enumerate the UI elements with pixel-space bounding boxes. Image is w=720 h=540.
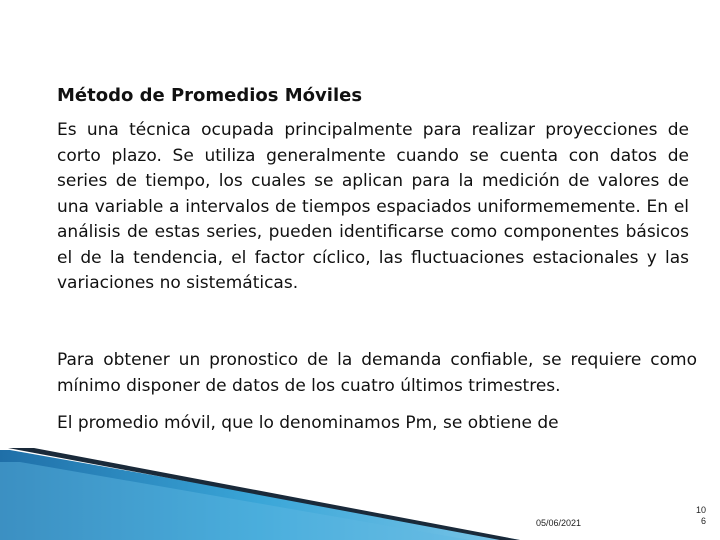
slide-title: Método de Promedios Móviles <box>57 85 363 106</box>
paragraph-definition: Es una técnica ocupada principalmente para realizar proyecciones de corto plazo. Se utiliza generalmente cuando se cuenta con datos de series de tiempo, los cuales se aplican para la medición de valores de una variable a intervalos de tiempos espaciados uniformememente. En el análisis de estas series, pueden identificarse como componentes básicos el de la tendencia, el factor cíclico, las fluctuaciones estacionales y las variaciones no sistemáticas. <box>57 120 689 293</box>
light-streak-shape <box>0 462 470 540</box>
corner-decoration <box>0 448 520 540</box>
page-number <box>676 505 706 527</box>
page-number-line2: 6 <box>700 516 706 526</box>
page-number-line1: 10 <box>695 505 706 515</box>
footer-date: 05/06/2021 <box>536 518 582 528</box>
paragraph-requirement: Para obtener un pronostico de la demanda confiable, se requiere como mínimo disponer de datos de los cuatro últimos trimestres. <box>57 350 697 396</box>
paragraph-pm: El promedio móvil, que lo denominamos Pm, se obtiene de <box>57 413 559 433</box>
